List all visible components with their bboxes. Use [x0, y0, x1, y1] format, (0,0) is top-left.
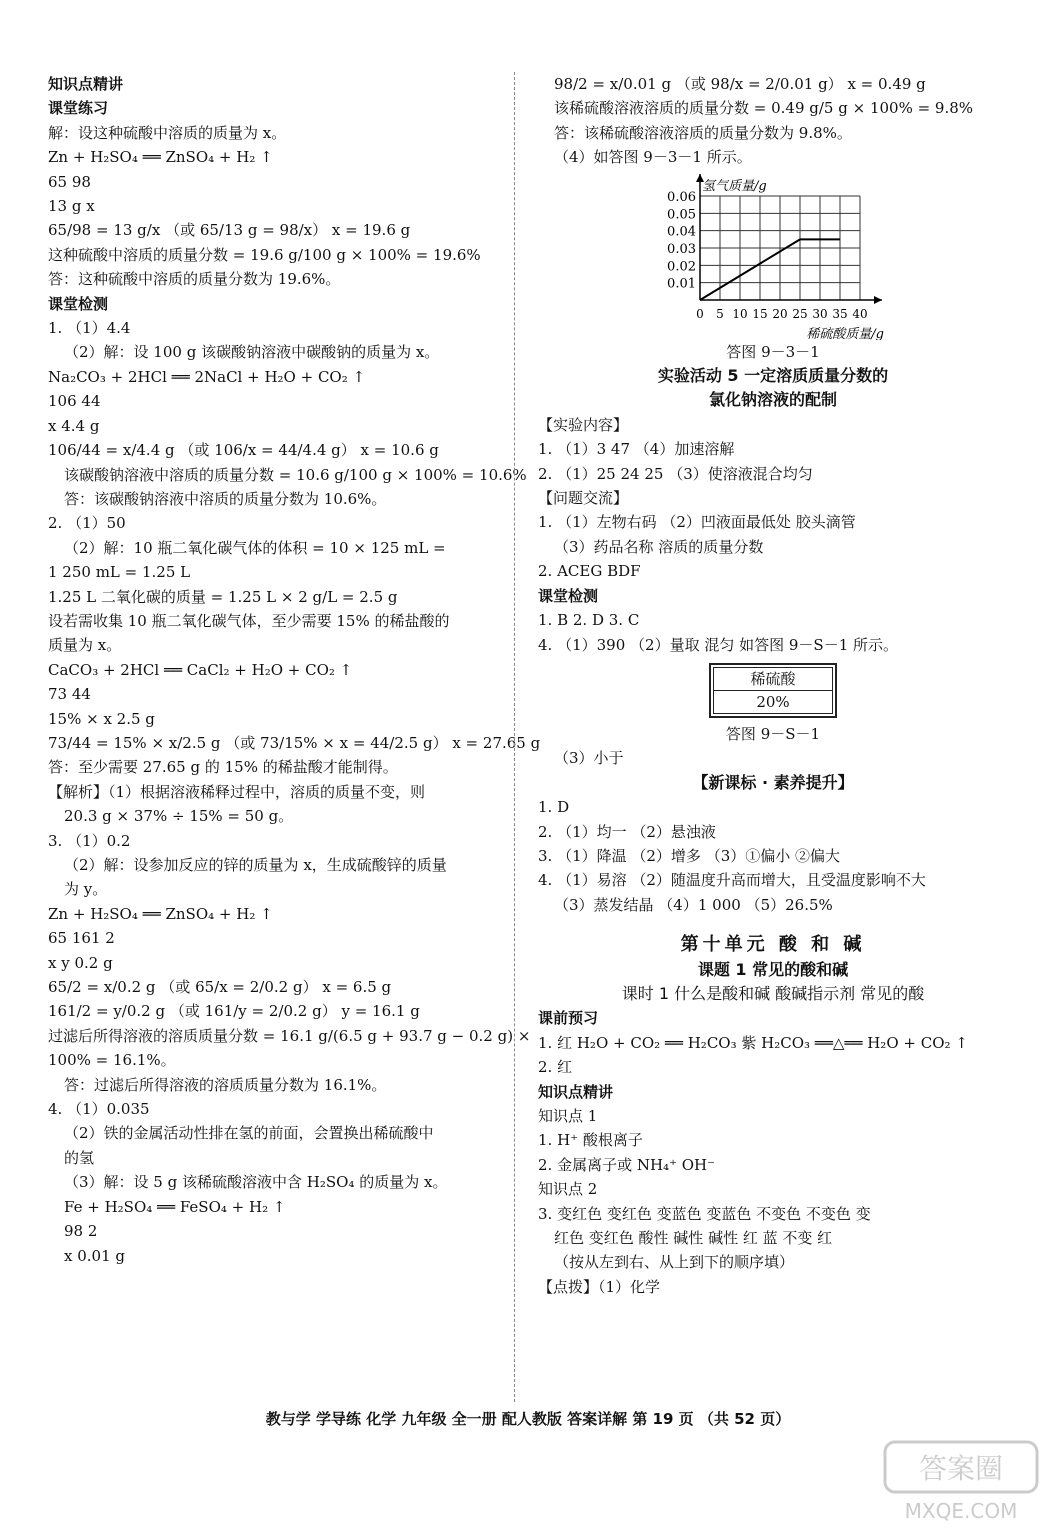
right_top-line: 该稀硫酸溶液溶质的质量分数 = 0.49 g/5 g × 100% = 9.8%	[554, 99, 974, 118]
svg-text:MXQE.COM: MXQE.COM	[904, 1499, 1018, 1523]
left-line: 【解析】（1）根据溶液稀释过程中，溶质的质量不变，则	[48, 782, 426, 801]
left-line: 3. （1）0.2	[48, 831, 131, 850]
x-tick-label: 15	[752, 306, 768, 321]
left-line: Zn + H₂SO₄ ══ ZnSO₄ + H₂ ↑	[48, 148, 273, 167]
left-line: （2）解：设参加反应的锌的质量为 x，生成硫酸锌的质量	[64, 856, 447, 874]
right_mid-line: 2. ACEG BDF	[538, 562, 641, 581]
left-line: 15% × x 2.5 g	[48, 709, 155, 728]
right_end-line: 2. 红	[538, 1058, 573, 1077]
left-line: x y 0.2 g	[48, 953, 113, 972]
right_end-line: 1. 红 H₂O + CO₂ ══ H₂CO₃ 紫 H₂CO₃ ══△══ H₂O + CO₂ ↑	[538, 1033, 968, 1052]
left-line: 设若需收集 10 瓶二氧化碳气体，至少需要 15% 的稀盐酸的	[48, 611, 450, 630]
y-tick-label: 0.02	[667, 258, 696, 274]
left-line: （2）解：10 瓶二氧化碳气体的体积 = 10 × 125 mL =	[64, 538, 446, 557]
left-line: 的氢	[64, 1148, 95, 1167]
right_bottom-line: 2. （1）均一 （2）悬浊液	[538, 822, 716, 841]
right_bottom-line: （3）小于	[554, 749, 624, 768]
y-tick-label: 0.04	[667, 224, 696, 240]
x-tick-label: 35	[832, 306, 848, 321]
left-line: Fe + H₂SO₄ ══ FeSO₄ + H₂ ↑	[64, 1197, 286, 1216]
left-line: 1. （1）4.4	[48, 319, 131, 338]
right_end-line: （按从左到右、从上到下的顺序填）	[554, 1253, 795, 1272]
left-line: 106/44 = x/4.4 g （或 106/x = 44/4.4 g） x = 10.6 g	[48, 441, 439, 460]
y-tick-label: 0.05	[667, 206, 696, 222]
right_top-line: （4）如答图 9－3－1 所示。	[554, 148, 752, 167]
left-line: 100% = 16.1%。	[48, 1051, 176, 1070]
right_mid-line: 【实验内容】	[538, 415, 629, 434]
right_mid-line: 课堂检测	[538, 586, 599, 605]
left-line: x 0.01 g	[64, 1246, 125, 1265]
x-tick-label: 0	[696, 306, 704, 321]
y-axis-title: 氢气质量/g	[702, 178, 767, 194]
left-line: 73/44 = 15% × x/2.5 g （或 73/15% × x = 44/2.5 g） x = 27.65 g	[48, 733, 541, 752]
reagent-percent: 20%	[713, 690, 833, 714]
column-divider	[514, 72, 515, 1402]
left-line: 65 98	[48, 172, 91, 191]
left-line: 课堂检测	[48, 294, 109, 313]
left-column	[48, 72, 541, 1268]
right_bottom-line: 【新课标 · 素养提升】	[692, 772, 854, 792]
left-line: 该碳酸钠溶液中溶质的质量分数 = 10.6 g/100 g × 100% = 10.6%	[64, 465, 527, 484]
left-line: 为 y。	[64, 880, 108, 899]
chart-svg	[538, 170, 1008, 340]
left-line: 65 161 2	[48, 929, 115, 948]
unit-title: 第十单元 酸 和 碱	[680, 934, 866, 956]
left-line: 过滤后所得溶液的溶质质量分数 = 16.1 g/(6.5 g + 93.7 g − 0.2 g) ×	[48, 1026, 531, 1045]
right-column	[538, 72, 1008, 1299]
svg-text:答案圈: 答案圈	[918, 1452, 1004, 1485]
x-tick-label: 20	[772, 306, 788, 321]
period-title: 课时 1 什么是酸和碱 酸碱指示剂 常见的酸	[621, 983, 925, 1003]
left-line: 这种硫酸中溶质的质量分数 = 19.6 g/100 g × 100% = 19.6%	[48, 245, 481, 264]
left-line: CaCO₃ + 2HCl ══ CaCl₂ + H₂O + CO₂ ↑	[48, 660, 353, 679]
left-line: 161/2 = y/0.2 g （或 161/y = 2/0.2 g） y = 16.1 g	[48, 1002, 420, 1021]
right_mid-line: 1. （1）3 47 （4）加速溶解	[538, 440, 735, 459]
left-line: 2. （1）50	[48, 514, 126, 533]
left-line: x 4.4 g	[48, 416, 100, 435]
left-line: 65/2 = x/0.2 g （或 65/x = 2/0.2 g） x = 6.5 g	[48, 978, 392, 997]
y-tick-label: 0.06	[667, 189, 696, 205]
right_end-line: 知识点 2	[538, 1180, 598, 1199]
x-tick-label: 5	[716, 306, 724, 321]
left-line: 解：设这种硫酸中溶质的质量为 x。	[48, 123, 287, 142]
reagent-name: 稀硫酸	[713, 667, 833, 690]
x-tick-label: 25	[792, 306, 808, 321]
left-line: Zn + H₂SO₄ ══ ZnSO₄ + H₂ ↑	[48, 904, 273, 923]
left-line: 答：至少需要 27.65 g 的 15% 的稀盐酸才能制得。	[48, 758, 398, 777]
x-tick-label: 40	[852, 306, 868, 321]
right_end-line: 1. H⁺ 酸根离子	[538, 1131, 643, 1150]
right_mid-line: 【问题交流】	[538, 489, 629, 508]
right_top-line: 98/2 = x/0.01 g （或 98/x = 2/0.01 g） x = 0.49 g	[554, 75, 926, 93]
right_mid-line: （3）药品名称 溶质的质量分数	[554, 537, 764, 556]
right_top-line: 答：该稀硫酸溶液溶质的质量分数为 9.8%。	[554, 123, 852, 142]
left-line: 答：该碳酸钠溶液中溶质的质量分数为 10.6%。	[64, 489, 387, 508]
right_end-line: 课前预习	[538, 1009, 599, 1028]
x-tick-label: 30	[812, 306, 828, 321]
right_mid-line: 2. （1）25 24 25 （3）使溶液混合均匀	[538, 464, 813, 483]
right_mid-line: 氯化钠溶液的配制	[708, 390, 837, 410]
right_bottom-line: （3）蒸发结晶 （4）1 000 （5）26.5%	[554, 895, 833, 914]
y-tick-label: 0.01	[667, 276, 696, 292]
left-line: 4. （1）0.035	[48, 1100, 150, 1119]
right_end-line: 知识点 1	[538, 1107, 598, 1125]
left-line: Na₂CO₃ + 2HCl ══ 2NaCl + H₂O + CO₂ ↑	[48, 367, 366, 386]
left-line: 106 44	[48, 392, 101, 411]
left-line: （3）解：设 5 g 该稀硫酸溶液中含 H₂SO₄ 的质量为 x。	[64, 1173, 448, 1192]
right_end-line: 【点拨】（1）化学	[538, 1277, 661, 1296]
x-axis-arrow	[874, 296, 882, 304]
right_end-line: 知识点精讲	[538, 1082, 614, 1101]
right_end-line: 红色 变红色 酸性 碱性 碱性 红 蓝 不变 红	[554, 1229, 833, 1248]
right_mid-line: 1. （1）左物右码 （2）凹液面最低处 胶头滴管	[538, 513, 856, 532]
y-tick-label: 0.03	[667, 241, 696, 257]
left-line: 13 g x	[48, 197, 95, 216]
hydrogen-mass-chart	[538, 170, 1008, 340]
right_mid-line: 实验活动 5 一定溶质质量分数的	[657, 366, 889, 386]
left-line: 答：过滤后所得溶液的溶质质量分数为 16.1%。	[64, 1075, 387, 1094]
left-line: 答：这种硫酸中溶质的质量分数为 19.6%。	[48, 270, 341, 289]
watermark-logo	[881, 1438, 1041, 1528]
chart-caption: 答图 9－3－1	[726, 342, 820, 361]
left-line: 98 2	[64, 1222, 98, 1241]
left-line: 知识点精讲	[48, 75, 124, 93]
x-tick-label: 10	[732, 306, 748, 321]
left-line: 质量为 x。	[48, 636, 122, 655]
reagent-label	[709, 663, 837, 718]
left-line: 1.25 L 二氧化碳的质量 = 1.25 L × 2 g/L = 2.5 g	[48, 587, 398, 606]
page-footer: 教与学 学导练 化学 九年级 全一册 配人教版 答案详解 第 19 页 （共 52 页）	[265, 1410, 791, 1428]
left-line: 1 250 mL = 1.25 L	[48, 563, 191, 582]
right_mid-line: 1. B 2. D 3. C	[538, 611, 640, 630]
right_end-line: 2. 金属离子或 NH₄⁺ OH⁻	[538, 1155, 716, 1174]
left-line: 73 44	[48, 685, 91, 704]
right_bottom-line: 3. （1）降温 （2）增多 （3）①偏小 ②偏大	[538, 846, 841, 865]
right_bottom-line: 4. （1）易溶 （2）随温度升高而增大，且受温度影响不大	[538, 871, 926, 890]
left-line: 65/98 = 13 g/x （或 65/13 g = 98/x） x = 19.6 g	[48, 221, 411, 240]
x-axis-title: 稀硫酸质量/g	[806, 326, 884, 340]
lesson-title: 课题 1 常见的酸和碱	[697, 959, 849, 979]
label-caption: 答图 9－S－1	[725, 724, 821, 743]
right_end-line: 3. 变红色 变红色 变蓝色 变蓝色 不变色 不变色 变	[538, 1204, 871, 1223]
right_mid-line: 4. （1）390 （2）量取 混匀 如答图 9－S－1 所示。	[538, 635, 899, 654]
left-line: （2）解：设 100 g 该碳酸钠溶液中碳酸钠的质量为 x。	[64, 343, 440, 362]
left-line: （2）铁的金属活动性排在氢的前面，会置换出稀硫酸中	[64, 1124, 434, 1143]
left-line: 20.3 g × 37% ÷ 15% = 50 g。	[64, 807, 294, 826]
left-line: 课堂练习	[48, 99, 109, 118]
right_bottom-line: 1. D	[538, 798, 570, 817]
